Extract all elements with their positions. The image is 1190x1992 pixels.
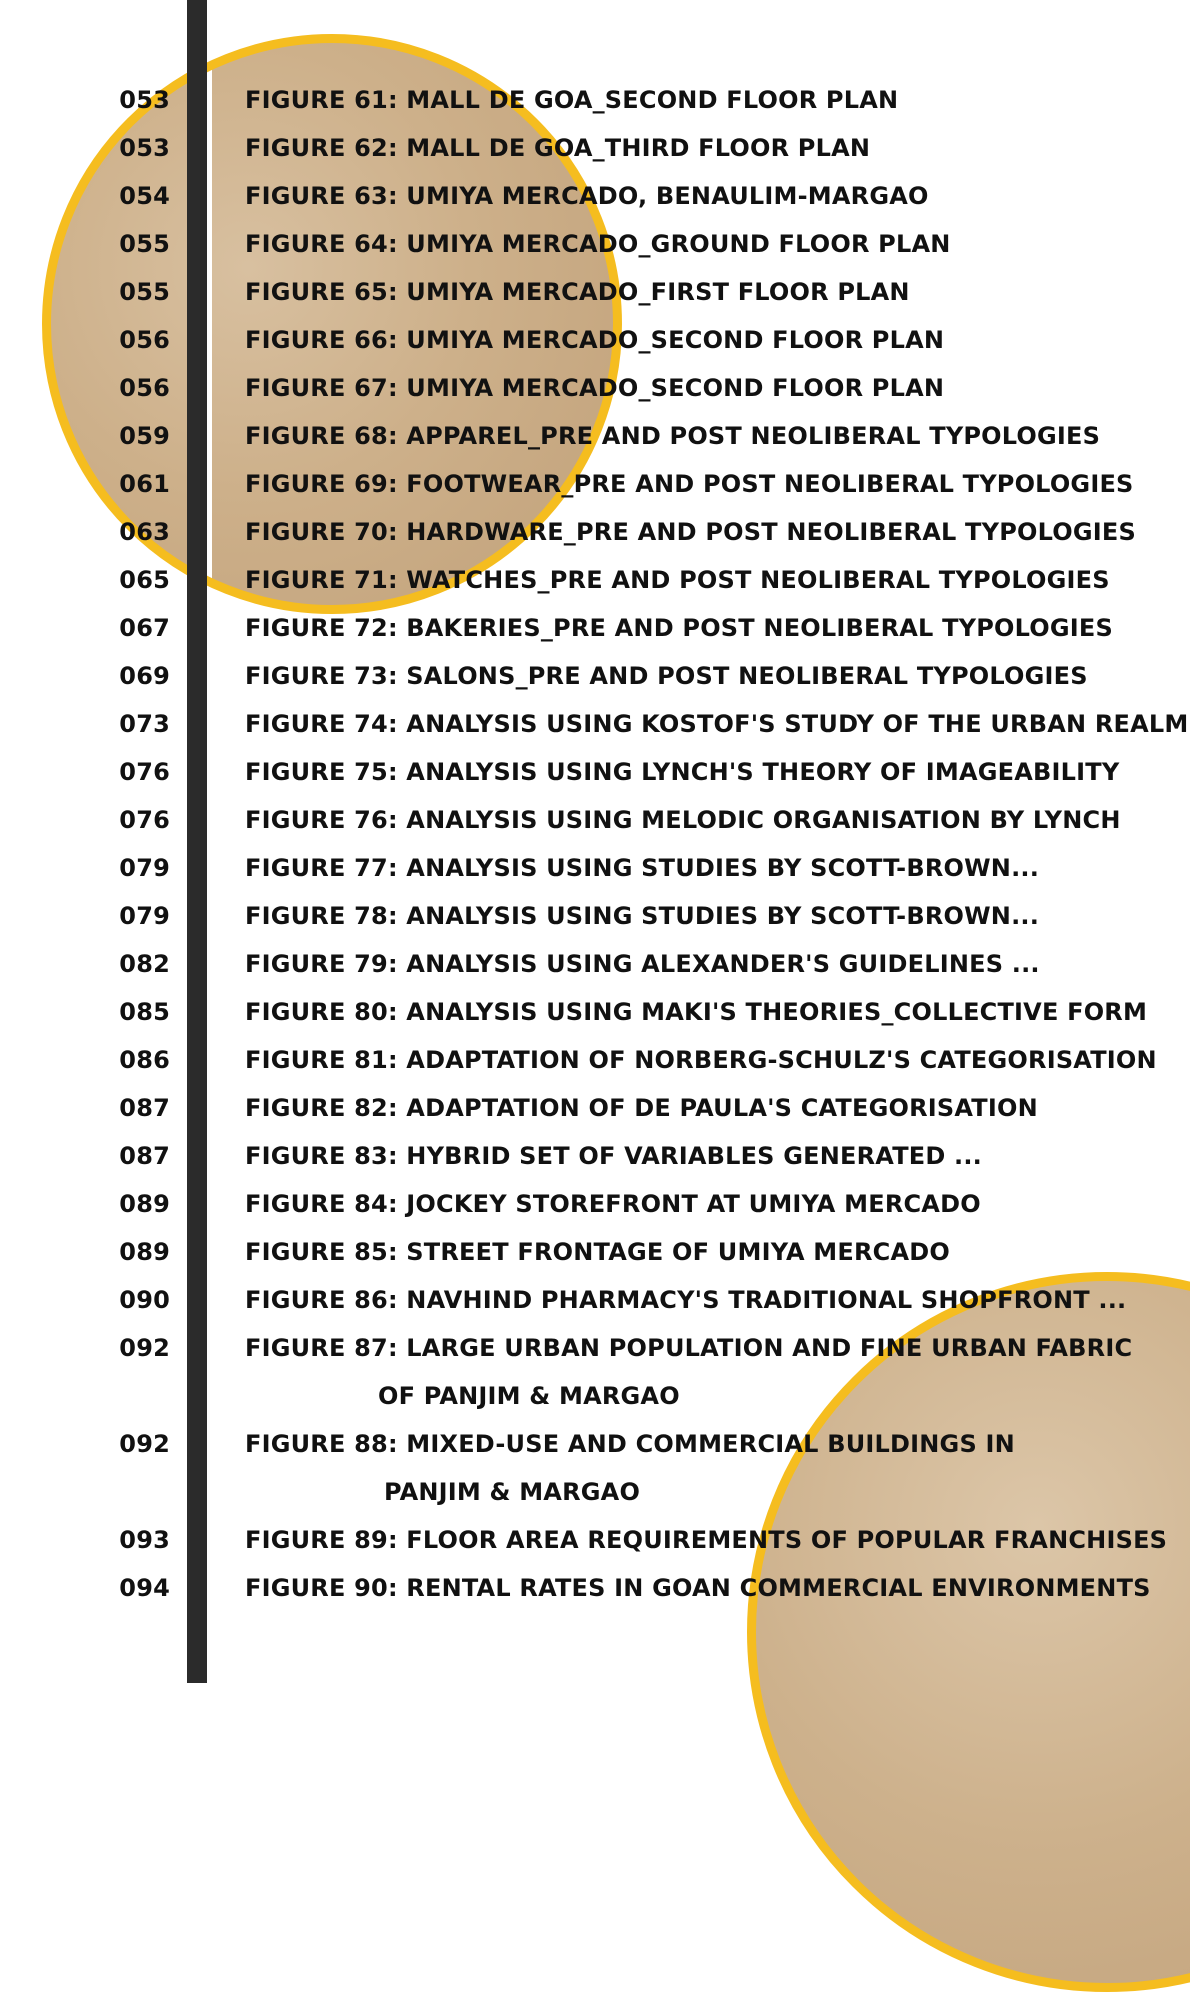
page-number: 053 (119, 134, 170, 162)
toc-row[interactable] (0, 268, 1190, 316)
page-number: 086 (119, 1046, 170, 1074)
page-number: 093 (119, 1526, 170, 1554)
toc-row[interactable] (0, 1420, 1190, 1468)
figure-caption: FIGURE 90: RENTAL RATES IN GOAN COMMERCIAL ENVIRONMENTS (245, 1574, 1151, 1602)
page-number: 079 (119, 854, 170, 882)
page-number: 073 (119, 710, 170, 738)
figure-caption: FIGURE 64: UMIYA MERCADO_GROUND FLOOR PLAN (245, 230, 951, 258)
list-of-figures (0, 76, 1190, 1612)
figure-caption: FIGURE 83: HYBRID SET OF VARIABLES GENERATED ... (245, 1142, 982, 1170)
figure-caption: FIGURE 72: BAKERIES_PRE AND POST NEOLIBERAL TYPOLOGIES (245, 614, 1113, 642)
page-number: 065 (119, 566, 170, 594)
page-number: 076 (119, 806, 170, 834)
toc-row[interactable] (0, 748, 1190, 796)
toc-row[interactable] (0, 1276, 1190, 1324)
page-number: 061 (119, 470, 170, 498)
toc-row[interactable] (0, 556, 1190, 604)
figure-caption: FIGURE 86: NAVHIND PHARMACY'S TRADITIONAL SHOPFRONT ... (245, 1286, 1127, 1314)
toc-row[interactable] (0, 604, 1190, 652)
toc-row[interactable] (0, 796, 1190, 844)
page-number: 087 (119, 1094, 170, 1122)
toc-row[interactable] (0, 460, 1190, 508)
figure-caption: FIGURE 65: UMIYA MERCADO_FIRST FLOOR PLAN (245, 278, 910, 306)
figure-caption: FIGURE 63: UMIYA MERCADO, BENAULIM-MARGAO (245, 182, 929, 210)
page-number: 092 (119, 1430, 170, 1458)
page-number: 056 (119, 326, 170, 354)
page-number: 055 (119, 278, 170, 306)
figure-caption: FIGURE 62: MALL DE GOA_THIRD FLOOR PLAN (245, 134, 871, 162)
figure-caption: FIGURE 71: WATCHES_PRE AND POST NEOLIBERAL TYPOLOGIES (245, 566, 1110, 594)
figure-caption: FIGURE 66: UMIYA MERCADO_SECOND FLOOR PLAN (245, 326, 945, 354)
toc-row[interactable] (0, 124, 1190, 172)
figure-caption: FIGURE 74: ANALYSIS USING KOSTOF'S STUDY OF THE URBAN REALM (245, 710, 1189, 738)
page-number: 085 (119, 998, 170, 1026)
page-number: 069 (119, 662, 170, 690)
toc-row-continuation (0, 1372, 1190, 1420)
figure-caption-continuation: PANJIM & MARGAO (384, 1478, 641, 1506)
page-number: 089 (119, 1238, 170, 1266)
toc-row[interactable] (0, 220, 1190, 268)
toc-row[interactable] (0, 1036, 1190, 1084)
page-number: 082 (119, 950, 170, 978)
figure-caption: FIGURE 89: FLOOR AREA REQUIREMENTS OF POPULAR FRANCHISES (245, 1526, 1168, 1554)
figure-caption: FIGURE 82: ADAPTATION OF DE PAULA'S CATEGORISATION (245, 1094, 1038, 1122)
figure-caption: FIGURE 68: APPAREL_PRE AND POST NEOLIBERAL TYPOLOGIES (245, 422, 1101, 450)
toc-row[interactable] (0, 316, 1190, 364)
toc-row[interactable] (0, 364, 1190, 412)
page-number: 076 (119, 758, 170, 786)
figure-caption: FIGURE 88: MIXED-USE AND COMMERCIAL BUILDINGS IN (245, 1430, 1015, 1458)
toc-row[interactable] (0, 1228, 1190, 1276)
toc-row[interactable] (0, 892, 1190, 940)
toc-row[interactable] (0, 844, 1190, 892)
figure-caption: FIGURE 84: JOCKEY STOREFRONT AT UMIYA MERCADO (245, 1190, 981, 1218)
page-number: 059 (119, 422, 170, 450)
figure-caption: FIGURE 76: ANALYSIS USING MELODIC ORGANISATION BY LYNCH (245, 806, 1121, 834)
figure-caption: FIGURE 81: ADAPTATION OF NORBERG-SCHULZ'S CATEGORISATION (245, 1046, 1157, 1074)
figure-caption: FIGURE 78: ANALYSIS USING STUDIES BY SCOTT-BROWN... (245, 902, 1040, 930)
figure-caption: FIGURE 67: UMIYA MERCADO_SECOND FLOOR PLAN (245, 374, 945, 402)
page-number: 089 (119, 1190, 170, 1218)
page-number: 079 (119, 902, 170, 930)
page-number: 087 (119, 1142, 170, 1170)
toc-row[interactable] (0, 700, 1190, 748)
figure-caption: FIGURE 69: FOOTWEAR_PRE AND POST NEOLIBERAL TYPOLOGIES (245, 470, 1134, 498)
toc-row-continuation (0, 1468, 1190, 1516)
figure-caption: FIGURE 79: ANALYSIS USING ALEXANDER'S GUIDELINES ... (245, 950, 1040, 978)
figure-caption: FIGURE 85: STREET FRONTAGE OF UMIYA MERCADO (245, 1238, 950, 1266)
page-number: 067 (119, 614, 170, 642)
figure-caption: FIGURE 77: ANALYSIS USING STUDIES BY SCOTT-BROWN... (245, 854, 1040, 882)
figure-caption-continuation: OF PANJIM & MARGAO (378, 1382, 680, 1410)
figure-caption: FIGURE 70: HARDWARE_PRE AND POST NEOLIBERAL TYPOLOGIES (245, 518, 1136, 546)
toc-row[interactable] (0, 172, 1190, 220)
toc-row[interactable] (0, 940, 1190, 988)
toc-row[interactable] (0, 412, 1190, 460)
toc-row[interactable] (0, 76, 1190, 124)
page-number: 054 (119, 182, 170, 210)
toc-row[interactable] (0, 1324, 1190, 1372)
page-number: 063 (119, 518, 170, 546)
page-number: 094 (119, 1574, 170, 1602)
toc-row[interactable] (0, 1132, 1190, 1180)
toc-row[interactable] (0, 508, 1190, 556)
toc-row[interactable] (0, 1516, 1190, 1564)
page-number: 056 (119, 374, 170, 402)
figure-caption: FIGURE 87: LARGE URBAN POPULATION AND FINE URBAN FABRIC (245, 1334, 1133, 1362)
figure-caption: FIGURE 80: ANALYSIS USING MAKI'S THEORIES_COLLECTIVE FORM (245, 998, 1148, 1026)
toc-row[interactable] (0, 1084, 1190, 1132)
page-number: 055 (119, 230, 170, 258)
figure-caption: FIGURE 61: MALL DE GOA_SECOND FLOOR PLAN (245, 86, 899, 114)
toc-row[interactable] (0, 1180, 1190, 1228)
figure-caption: FIGURE 73: SALONS_PRE AND POST NEOLIBERAL TYPOLOGIES (245, 662, 1088, 690)
figure-caption: FIGURE 75: ANALYSIS USING LYNCH'S THEORY OF IMAGEABILITY (245, 758, 1120, 786)
toc-row[interactable] (0, 652, 1190, 700)
page-number: 053 (119, 86, 170, 114)
toc-row[interactable] (0, 1564, 1190, 1612)
page-number: 090 (119, 1286, 170, 1314)
page-number: 092 (119, 1334, 170, 1362)
toc-row[interactable] (0, 988, 1190, 1036)
